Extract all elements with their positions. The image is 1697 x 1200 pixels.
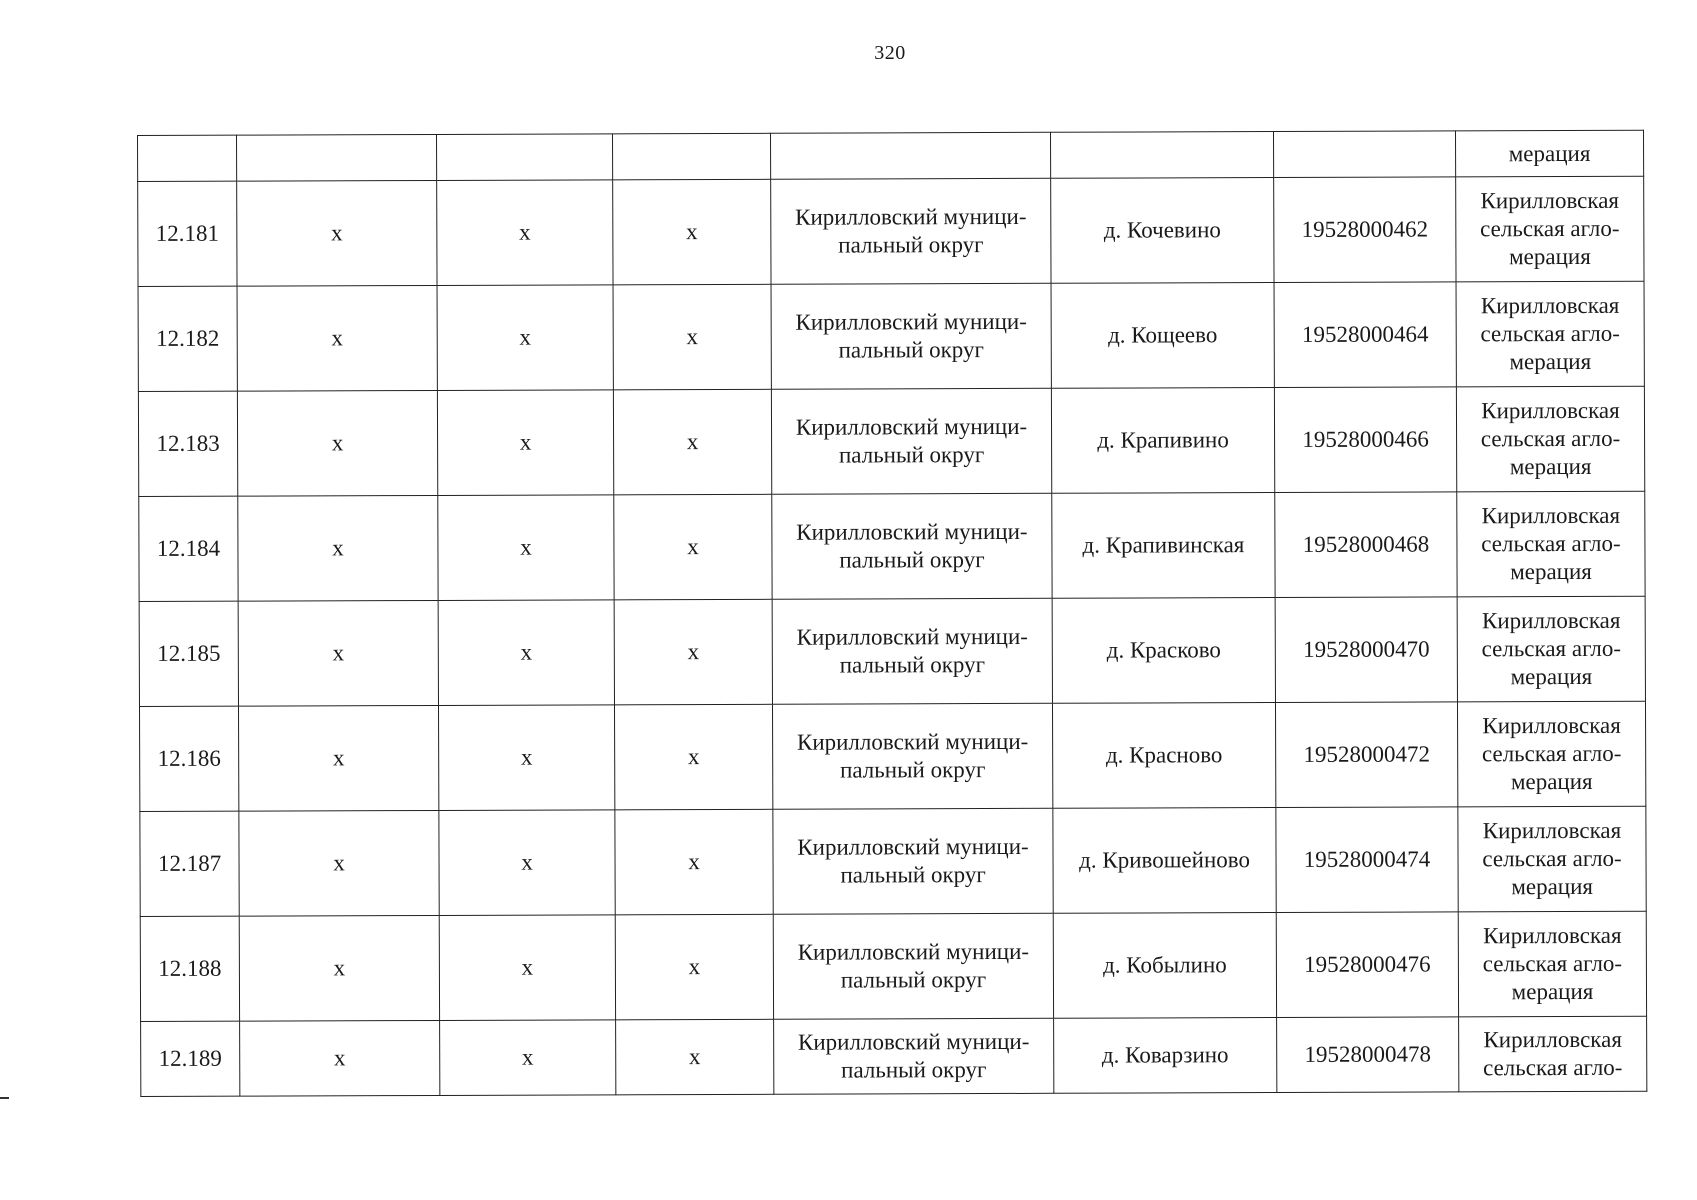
settlement-cell: д. Крапивинская	[1052, 493, 1275, 599]
column-2-cell: х	[240, 1020, 440, 1096]
column-3-cell	[436, 134, 612, 181]
column-4-cell: х	[613, 179, 771, 285]
column-3-cell: х	[439, 915, 615, 1021]
column-3-cell: х	[438, 600, 614, 706]
column-4-cell: х	[616, 1019, 774, 1095]
settlement-cell: д. Кощеево	[1051, 283, 1274, 389]
municipal-district-cell: Кирилловский муници- пальный округ	[773, 913, 1053, 1019]
municipal-district-cell: Кирилловский муници- пальный округ	[774, 1018, 1054, 1094]
municipal-district-cell: Кирилловский муници- пальный округ	[772, 598, 1052, 704]
row-number-cell: 12.187	[140, 811, 239, 916]
column-2-cell: х	[237, 390, 437, 496]
column-4-cell: х	[615, 914, 773, 1020]
municipal-district-cell: Кирилловский муници- пальный округ	[771, 178, 1051, 284]
column-2-cell: х	[237, 180, 437, 286]
settlement-cell: д. Красково	[1052, 598, 1275, 704]
row-number-cell: 12.189	[141, 1021, 240, 1096]
table-body	[138, 130, 1647, 1096]
agglomeration-cell: Кирилловская сельская агло- мерация	[1457, 491, 1645, 597]
settlement-cell	[1050, 132, 1273, 179]
row-number-cell: 12.181	[138, 181, 237, 286]
settlement-cell: д. Кочевино	[1051, 178, 1274, 284]
municipal-district-cell: Кирилловский муници- пальный округ	[772, 493, 1052, 599]
column-4-cell: х	[615, 809, 773, 915]
column-2-cell	[237, 134, 437, 181]
oktmo-code-cell: 19528000468	[1275, 492, 1457, 598]
column-3-cell: х	[439, 810, 615, 916]
row-number-cell: 12.186	[139, 706, 238, 811]
agglomeration-cell: Кирилловская сельская агло- мерация	[1458, 806, 1646, 912]
settlement-cell: д. Крапивино	[1051, 388, 1274, 494]
table-row	[139, 491, 1645, 601]
oktmo-code-cell: 19528000474	[1276, 807, 1458, 913]
column-3-cell: х	[438, 705, 614, 811]
agglomeration-cell: Кирилловская сельская агло- мерация	[1458, 911, 1646, 1017]
column-2-cell: х	[238, 495, 438, 601]
municipal-district-cell: Кирилловский муници- пальный округ	[772, 703, 1052, 809]
column-2-cell: х	[237, 285, 437, 391]
column-4-cell: х	[614, 704, 772, 810]
column-4-cell: х	[613, 284, 771, 390]
municipal-district-cell: Кирилловский муници- пальный округ	[773, 808, 1053, 914]
column-3-cell: х	[438, 495, 614, 601]
row-number-cell: 12.188	[140, 916, 239, 1021]
settlement-cell: д. Кобылино	[1053, 913, 1276, 1019]
column-2-cell: х	[238, 600, 438, 706]
municipal-district-cell	[770, 132, 1050, 179]
table-row	[141, 1016, 1647, 1096]
agglomeration-cell: Кирилловская сельская агло-	[1459, 1016, 1647, 1092]
column-3-cell: х	[440, 1020, 616, 1096]
municipal-district-cell: Кирилловский муници- пальный округ	[771, 388, 1051, 494]
oktmo-code-cell: 19528000462	[1274, 177, 1456, 283]
table-row	[139, 701, 1645, 811]
settlement-cell: д. Коварзино	[1054, 1018, 1277, 1094]
agglomeration-cell: Кирилловская сельская агло- мерация	[1456, 281, 1644, 387]
column-4-cell: х	[613, 389, 771, 495]
column-3-cell: х	[437, 180, 613, 286]
column-4-cell	[612, 133, 770, 180]
oktmo-code-cell: 19528000464	[1274, 282, 1456, 388]
oktmo-code-cell: 19528000466	[1274, 387, 1456, 493]
column-4-cell: х	[614, 599, 772, 705]
page-number: 320	[874, 42, 906, 64]
oktmo-code-cell: 19528000478	[1277, 1017, 1459, 1093]
oktmo-code-cell: 19528000472	[1275, 702, 1457, 808]
table-row	[138, 281, 1644, 391]
column-3-cell: х	[437, 285, 613, 391]
agglomeration-cell: мерация	[1455, 130, 1643, 177]
column-2-cell: х	[238, 705, 438, 811]
column-3-cell: х	[437, 390, 613, 496]
row-number-cell: 12.184	[139, 496, 238, 601]
table-row	[140, 911, 1646, 1021]
row-number-cell: 12.183	[138, 391, 237, 496]
settlements-table	[137, 130, 1647, 1097]
agglomeration-cell: Кирилловская сельская агло- мерация	[1457, 701, 1645, 807]
column-2-cell: х	[239, 810, 439, 916]
agglomeration-cell: Кирилловская сельская агло- мерация	[1457, 596, 1645, 702]
column-2-cell: х	[239, 915, 439, 1021]
agglomeration-cell: Кирилловская сельская агло- мерация	[1456, 176, 1644, 282]
table-row	[140, 806, 1646, 916]
row-number-cell	[138, 135, 237, 181]
row-number-cell: 12.185	[139, 601, 238, 706]
table-row	[139, 596, 1645, 706]
table-row	[138, 176, 1644, 286]
table-row	[138, 386, 1644, 496]
settlement-cell: д. Кривошейново	[1053, 808, 1276, 914]
table-row-continuation	[138, 130, 1644, 181]
margin-mark	[0, 1097, 9, 1099]
column-4-cell: х	[614, 494, 772, 600]
agglomeration-cell: Кирилловская сельская агло- мерация	[1456, 386, 1644, 492]
oktmo-code-cell	[1273, 131, 1455, 178]
settlement-cell: д. Красново	[1052, 703, 1275, 809]
oktmo-code-cell: 19528000476	[1276, 912, 1458, 1018]
oktmo-code-cell: 19528000470	[1275, 597, 1457, 703]
municipal-district-cell: Кирилловский муници- пальный округ	[771, 283, 1051, 389]
row-number-cell: 12.182	[138, 286, 237, 391]
